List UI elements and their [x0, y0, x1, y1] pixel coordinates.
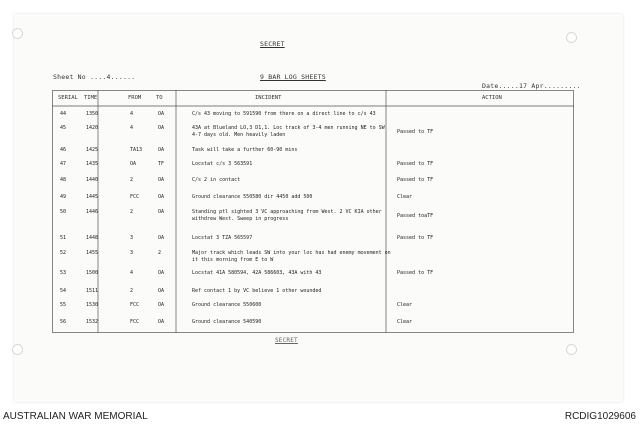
- incident-cell: Major track which leads SW into your loc has had enemy movement on: [192, 250, 391, 256]
- from-cell: 2: [130, 209, 134, 215]
- from-cell: 3: [130, 250, 134, 256]
- classification-top: SECRET: [260, 40, 285, 48]
- serial-cell: 56: [60, 319, 67, 325]
- serial-cell: 52: [60, 250, 67, 256]
- from-cell: 3: [130, 235, 134, 241]
- action-cell: Passed to TF: [397, 161, 434, 167]
- to-cell: OA: [158, 111, 165, 117]
- incident-cell: Ground clearance 540590: [192, 319, 262, 325]
- incident-cell: Locstat 3 TZA 565597: [192, 235, 253, 241]
- incident-cell: Task will take a further 60-90 mins: [192, 147, 298, 153]
- serial-cell: 49: [60, 194, 67, 200]
- col-time-header: TIME: [84, 95, 98, 101]
- to-cell: TF: [158, 161, 165, 167]
- from-cell: 2: [130, 288, 134, 294]
- serial-cell: 53: [60, 270, 67, 276]
- serial-cell: 44: [60, 111, 67, 117]
- time-cell: 1455: [86, 250, 99, 256]
- action-cell: Clear: [397, 194, 413, 200]
- serial-cell: 50: [60, 209, 67, 215]
- serial-cell: 54: [60, 288, 67, 294]
- from-cell: 4: [130, 111, 134, 117]
- to-cell: OA: [158, 235, 165, 241]
- log-table: [52, 90, 574, 333]
- from-cell: 4: [130, 125, 134, 131]
- archive-reference: RCDIG1029606: [564, 411, 636, 422]
- serial-cell: 46: [60, 147, 67, 153]
- incident-cell: C/s 2 in contact: [192, 177, 241, 183]
- incident-cell: 4-7 days old. Men heavily laden: [192, 132, 286, 138]
- incident-cell: Ground clearance 550580 dir 4450 add 500: [192, 194, 313, 200]
- from-cell: OA: [130, 161, 137, 167]
- to-cell: OA: [158, 302, 165, 308]
- col-action-header: ACTION: [482, 95, 502, 101]
- serial-cell: 48: [60, 177, 67, 183]
- incident-cell: Ref contact 1 by VC believe 1 other wounded: [192, 288, 322, 294]
- from-cell: 2: [130, 177, 134, 183]
- incident-cell: Locstat c/s 3 563591: [192, 161, 253, 167]
- classification-bottom: SECRET: [275, 337, 298, 344]
- action-cell: Passed toaTF: [397, 213, 434, 219]
- time-cell: 1440: [86, 177, 99, 183]
- time-cell: 1448: [86, 235, 99, 241]
- from-cell: FCC: [130, 319, 140, 325]
- to-cell: OA: [158, 194, 165, 200]
- col-serial-header: SERIAL: [58, 95, 78, 101]
- time-cell: 1435: [86, 161, 99, 167]
- incident-cell: Standing ptl sighted 3 VC approaching from West. 2 VC KIA other: [192, 209, 382, 215]
- from-cell: FCC: [130, 194, 140, 200]
- incident-cell: Locstat 41A 580594, 42A 586603, 43A with 43: [192, 270, 322, 276]
- to-cell: OA: [158, 270, 165, 276]
- incident-cell: 43A at Blueland LO,3 D1,1. Loc track of 3-4 men running NE to SW: [192, 125, 385, 131]
- punch-hole: [12, 28, 23, 39]
- from-cell: 4: [130, 270, 134, 276]
- serial-cell: 47: [60, 161, 67, 167]
- incident-cell: it this morning from E to W: [192, 257, 274, 263]
- time-cell: 1420: [86, 125, 99, 131]
- incident-cell: Ground clearance 550600: [192, 302, 262, 308]
- time-cell: 1350: [86, 111, 99, 117]
- time-cell: 1446: [86, 209, 99, 215]
- incident-cell: withdrew West. Sweep in progress: [192, 216, 289, 222]
- to-cell: OA: [158, 177, 165, 183]
- time-cell: 1445: [86, 194, 99, 200]
- date-field: Date.....17 Apr.........: [482, 82, 581, 90]
- incident-cell: C/s 43 moving to 591590 from there on a direct line to c/s 43: [192, 111, 376, 117]
- to-cell: OA: [158, 209, 165, 215]
- to-cell: 2: [158, 250, 162, 256]
- time-cell: 1530: [86, 302, 99, 308]
- to-cell: OA: [158, 319, 165, 325]
- sheet-title: 9 BAR LOG SHEETS: [260, 73, 326, 81]
- archive-credit: AUSTRALIAN WAR MEMORIAL: [3, 411, 148, 422]
- col-incident-header: INCIDENT: [255, 95, 282, 101]
- action-cell: Passed to TF: [397, 129, 434, 135]
- serial-cell: 55: [60, 302, 67, 308]
- col-to-header: TO: [156, 95, 163, 101]
- from-cell: TA13: [130, 147, 143, 153]
- time-cell: 1511: [86, 288, 99, 294]
- punch-hole: [566, 344, 577, 355]
- punch-hole: [566, 32, 577, 43]
- action-cell: Passed to TF: [397, 235, 434, 241]
- to-cell: OA: [158, 125, 165, 131]
- to-cell: OA: [158, 288, 165, 294]
- time-cell: 1500: [86, 270, 99, 276]
- col-from-header: FROM: [128, 95, 142, 101]
- action-cell: Clear: [397, 319, 413, 325]
- sheet-number: Sheet No ....4......: [53, 73, 136, 81]
- punch-hole: [12, 344, 23, 355]
- action-cell: Passed to TF: [397, 270, 434, 276]
- action-cell: Clear: [397, 302, 413, 308]
- serial-cell: 51: [60, 235, 67, 241]
- to-cell: OA: [158, 147, 165, 153]
- time-cell: 1532: [86, 319, 99, 325]
- serial-cell: 45: [60, 125, 67, 131]
- from-cell: FCC: [130, 302, 140, 308]
- time-cell: 1425: [86, 147, 99, 153]
- action-cell: Passed to TF: [397, 177, 434, 183]
